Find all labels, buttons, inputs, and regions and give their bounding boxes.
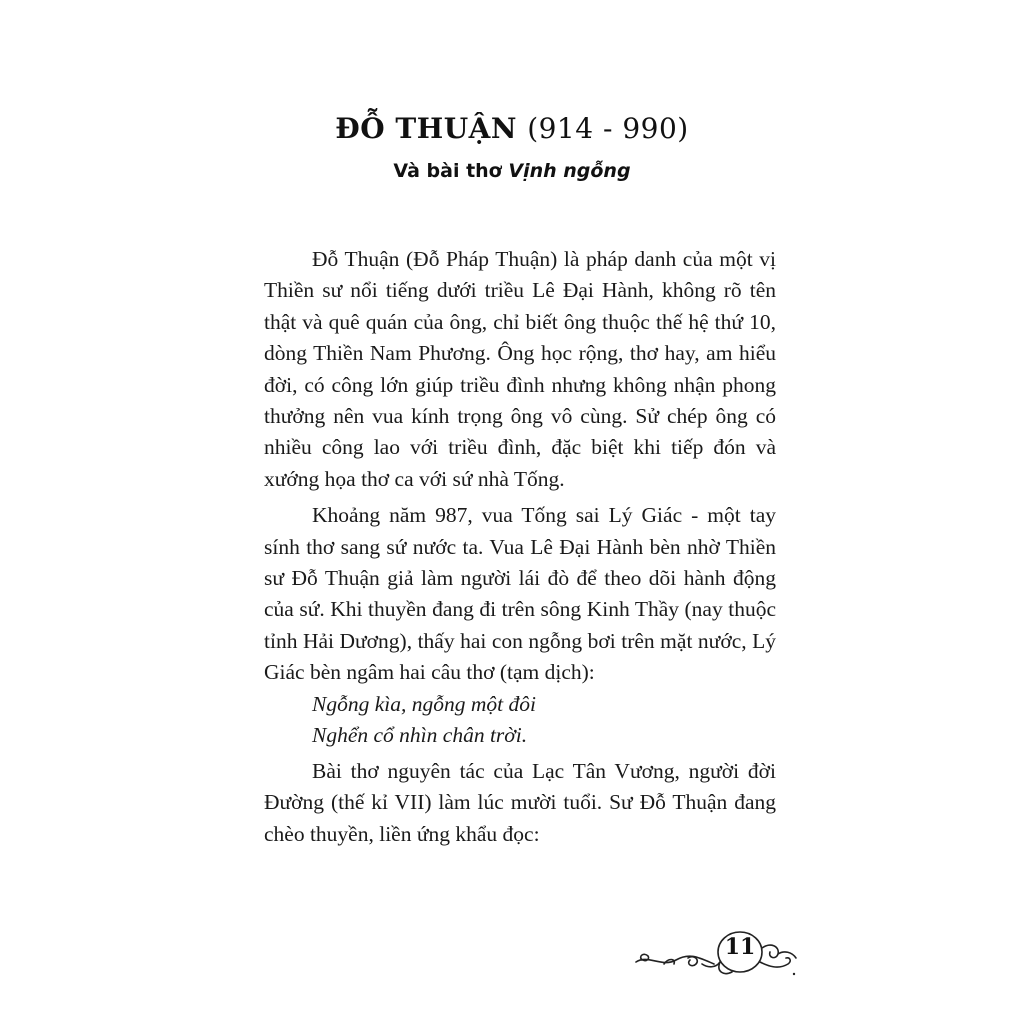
verse-line-1: Ngỗng kìa, ngỗng một đôi bbox=[312, 691, 536, 716]
chapter-subtitle bbox=[0, 160, 1024, 182]
chapter-title-years: (914 - 990) bbox=[527, 112, 689, 145]
subtitle-prefix: Và bài thơ bbox=[393, 160, 509, 182]
page-number: 11 bbox=[724, 934, 756, 960]
paragraph-story: Khoảng năm 987, vua Tống sai Lý Giác - một tay sính thơ sang sứ nước ta. Vua Lê Đại Hành bèn nhờ Thiền sư Đỗ Thuận giả làm người lái đò để theo dõi hành động của sứ. Khi thuyền đang đi trên sông Kinh Thầy (nay thuộc tỉnh Hải Dương), thấy hai con ngỗng bơi trên mặt nước, Lý Giác bèn ngâm hai câu thơ (tạm dịch): bbox=[264, 503, 776, 685]
chapter-title-name: ĐỖ THUẬN bbox=[335, 112, 517, 145]
body-text bbox=[264, 244, 776, 850]
paragraph-origin: Bài thơ nguyên tác của Lạc Tân Vương, người đời Đường (thế kỉ VII) làm lúc mười tuổi. Sư Đỗ Thuận đang chèo thuyền, liền ứng khẩu đọc: bbox=[264, 758, 776, 846]
verse-line-2: Nghển cổ nhìn chân trời. bbox=[312, 722, 528, 747]
page-footer-ornament bbox=[628, 924, 804, 980]
paragraph-biography: Đỗ Thuận (Đỗ Pháp Thuận) là pháp danh của một vị Thiền sư nổi tiếng dưới triều Lê Đại Hành, không rõ tên thật và quê quán của ông, chỉ biết ông thuộc thế hệ thứ 10, dòng Thiền Nam Phương. Ông học rộng, thơ hay, am hiểu đời, có công lớn giúp triều đình nhưng không nhận phong thưởng nên vua kính trọng ông vô cùng. Sử chép ông có nhiều công lao với triều đình, đặc biệt khi tiếp đón và xướng họa thơ ca với sứ nhà Tống. bbox=[264, 247, 776, 491]
flourish-ornament-icon bbox=[628, 924, 804, 980]
subtitle-poem-name: Vịnh ngỗng bbox=[508, 160, 631, 182]
chapter-title bbox=[0, 112, 1024, 145]
